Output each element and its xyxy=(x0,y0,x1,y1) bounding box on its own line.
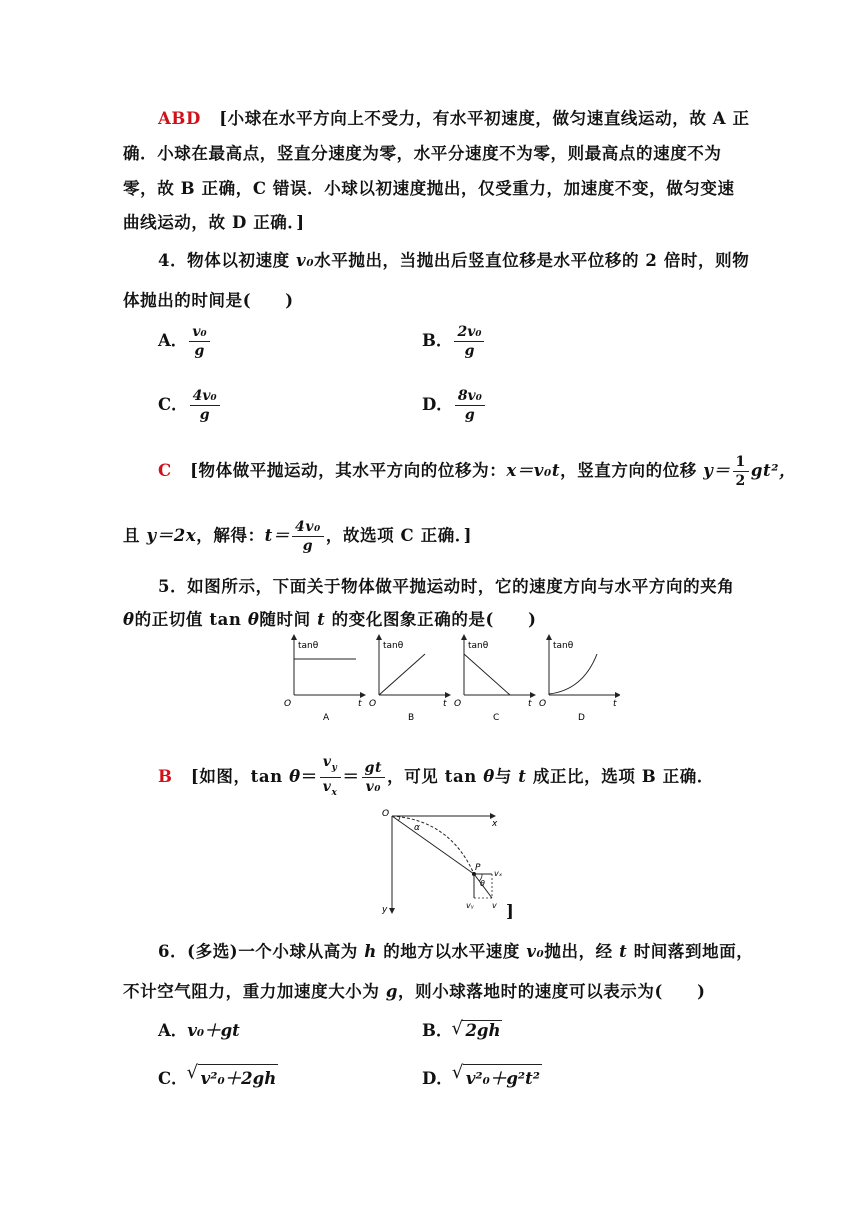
fraction-numerator: 8v₀ xyxy=(455,387,485,406)
graph-caption: D xyxy=(578,713,585,723)
option-label: A． xyxy=(158,1021,188,1040)
vy-label: vᵧ xyxy=(466,901,474,910)
fraction-numerator xyxy=(320,753,341,778)
answer4-text-c: ，竖直方向的位移 xyxy=(560,461,704,480)
graph-ylabel: tanθ xyxy=(383,641,404,651)
q4-option-c[interactable] xyxy=(158,387,222,424)
graph-xlabel: t xyxy=(528,699,532,709)
q4-text-a: 4．物体以初速度 xyxy=(158,251,297,270)
answer5-key: B xyxy=(158,766,173,786)
answer3-text1: [小球在水平方向上不受力，有水平初速度，做匀速直线运动，故 A 正 xyxy=(219,109,750,128)
graph-caption: C xyxy=(493,713,500,723)
q4-option-b[interactable] xyxy=(422,323,486,360)
answer5-text: [如图，tan xyxy=(190,766,290,786)
q6-text: 6．(多选)一个小球从高为 xyxy=(158,942,365,961)
option-label: A． xyxy=(158,331,188,350)
t-var: t xyxy=(619,942,628,961)
answer4-key: C xyxy=(158,461,172,480)
q5-text: 的变化图象正确的是( ) xyxy=(325,610,537,629)
y-axis-label: y xyxy=(382,905,388,915)
fraction-denominator: v₀ xyxy=(365,778,382,795)
q6-option-c[interactable] xyxy=(158,1064,278,1089)
answer3-key: ABD xyxy=(158,109,201,128)
answer4-text: 且 xyxy=(123,526,147,545)
answer4-y2x: y＝2x xyxy=(146,526,197,545)
subscript: x xyxy=(331,787,338,798)
answer5-line xyxy=(158,753,714,802)
answer3-line1 xyxy=(158,105,750,129)
v0-var: v₀ xyxy=(526,942,545,961)
fraction-numerator: gt xyxy=(362,759,385,778)
q5-text: 随时间 xyxy=(259,610,318,629)
graph-origin: O xyxy=(454,699,462,709)
graph-origin: O xyxy=(369,699,377,709)
fraction-numerator: 4v₀ xyxy=(190,387,220,406)
q4-v0: v₀ xyxy=(296,251,315,270)
graph-c[interactable] xyxy=(454,634,536,723)
v-symbol: v xyxy=(322,754,332,770)
answer4-text-a: [物体做平抛运动，其水平方向的位移为： xyxy=(190,461,507,480)
q6-option-a[interactable] xyxy=(158,1017,240,1041)
gt-over-v0 xyxy=(362,759,385,796)
vy-over-vx xyxy=(320,753,341,802)
q6-text: 时间落到地面， xyxy=(627,942,754,961)
answer4-line2 xyxy=(123,518,472,555)
q5-line1: 5．如图所示，下面关于物体做平抛运动时，它的速度方向与水平方向的夹角 xyxy=(158,577,735,596)
point-p-label: P xyxy=(475,863,481,873)
subscript: y xyxy=(331,762,338,773)
v-symbol: v xyxy=(322,778,332,795)
q4-option-a[interactable] xyxy=(158,323,212,360)
fraction-numerator: 1 xyxy=(733,453,749,472)
g-var: g xyxy=(385,982,398,1001)
t-var: t xyxy=(518,766,527,786)
answer4-y-eq: y＝ xyxy=(703,461,731,480)
h-var: h xyxy=(364,942,377,961)
option-label: C． xyxy=(158,1069,188,1088)
q5-graphs xyxy=(280,632,620,727)
q5-text: 的正切值 tan xyxy=(134,610,248,629)
vx-label: vₓ xyxy=(494,869,503,878)
equals: ＝ xyxy=(300,766,318,786)
option-label: D． xyxy=(422,1069,453,1088)
fraction xyxy=(190,387,220,424)
q6-text: 抛出，经 xyxy=(544,942,620,961)
fraction xyxy=(455,387,485,424)
answer3-line3: 零，故 B 正确，C 错误．小球以初速度抛出，仅受重力，加速度不变，做匀变速 xyxy=(123,179,735,198)
fraction-denominator: 2 xyxy=(735,473,746,489)
graph-caption: B xyxy=(408,713,415,723)
q4-line2: 体抛出的时间是( ) xyxy=(123,291,294,310)
graph-xlabel: t xyxy=(613,699,617,709)
q4-line1 xyxy=(158,247,749,271)
answer4-gt2: gt²， xyxy=(750,461,797,480)
fraction xyxy=(454,323,484,360)
option-label: C． xyxy=(158,395,188,414)
answer4-t-eq: t＝ xyxy=(264,526,290,545)
answer5-text: ，可见 tan xyxy=(387,766,484,786)
t-var: t xyxy=(317,610,326,629)
option-label: B． xyxy=(422,331,453,350)
theta: θ xyxy=(123,610,135,629)
graph-ylabel: tanθ xyxy=(298,641,319,651)
graph-xlabel: t xyxy=(443,699,447,709)
q4-option-d[interactable] xyxy=(422,387,487,424)
fraction-denominator: g xyxy=(302,538,314,554)
q6-line2 xyxy=(123,978,706,1002)
sqrt-expression: √ 2gh xyxy=(462,1020,502,1040)
sqrt-expression: √ v²₀＋g²t² xyxy=(463,1064,542,1089)
answer4-text: ，解得： xyxy=(196,526,265,545)
answer4-text: ，故选项 C 正确．] xyxy=(325,526,473,545)
fraction-denominator: g xyxy=(464,407,475,423)
answer4-line1 xyxy=(158,453,796,490)
q6-text: 不计空气阻力，重力加速度大小为 xyxy=(123,982,386,1001)
graph-xlabel: t xyxy=(358,699,362,709)
theta: θ xyxy=(289,766,301,786)
theta: θ xyxy=(483,766,495,786)
theta: θ xyxy=(247,610,260,629)
fraction-numerator: 4v₀ xyxy=(292,518,324,537)
graph-ylabel: tanθ xyxy=(553,641,574,651)
fraction-denominator: g xyxy=(194,343,205,359)
graph-origin: O xyxy=(539,699,547,709)
graph-a[interactable] xyxy=(284,634,366,723)
graph-origin: O xyxy=(284,699,292,709)
sqrt-expression: √ v²₀＋2gh xyxy=(198,1064,279,1089)
answer4-fraction xyxy=(292,518,324,555)
fraction-denominator: g xyxy=(199,407,210,423)
q6-option-d[interactable] xyxy=(422,1064,542,1089)
fraction-denominator: g xyxy=(464,343,475,359)
theta-label: θ xyxy=(480,879,485,888)
alpha-label: α xyxy=(414,823,420,833)
graph-ylabel: tanθ xyxy=(468,641,489,651)
q6-text: 的地方以水平速度 xyxy=(376,942,527,961)
fraction-numerator: 2v₀ xyxy=(454,323,484,342)
graph-caption: A xyxy=(323,713,330,723)
v-label: v xyxy=(492,901,497,910)
fraction-numerator: v₀ xyxy=(189,323,209,342)
answer5-close: ] xyxy=(506,902,515,921)
half-fraction xyxy=(733,453,749,490)
q6-line1 xyxy=(158,938,753,962)
answer3-line2: 确．小球在最高点，竖直分速度为零，水平分速度不为零，则最高点的速度不为 xyxy=(123,144,722,163)
answer3-line4: 曲线运动，故 D 正确．] xyxy=(123,213,305,232)
q6-option-b[interactable] xyxy=(422,1017,502,1041)
q5-line2 xyxy=(123,606,537,630)
fraction xyxy=(189,323,209,360)
answer4-x-eq: x＝v₀t xyxy=(506,461,561,480)
q4-text-b: 水平抛出，当抛出后竖直位移是水平位移的 2 倍时，则物 xyxy=(314,251,750,270)
equals: ＝ xyxy=(342,766,360,786)
q6-text: ，则小球落地时的速度可以表示为( ) xyxy=(398,982,706,1001)
x-axis-label: x xyxy=(492,819,498,829)
graph-b[interactable] xyxy=(369,634,451,723)
origin-label: O xyxy=(382,809,390,819)
option-label: B． xyxy=(422,1021,453,1040)
option-label: D． xyxy=(422,395,453,414)
option-expression: v₀＋gt xyxy=(187,1021,240,1040)
fraction-denominator xyxy=(320,778,341,802)
graph-d[interactable] xyxy=(539,634,620,723)
answer5-text: 成正比，选项 B 正确． xyxy=(526,766,714,786)
answer5-text: 与 xyxy=(494,766,519,786)
